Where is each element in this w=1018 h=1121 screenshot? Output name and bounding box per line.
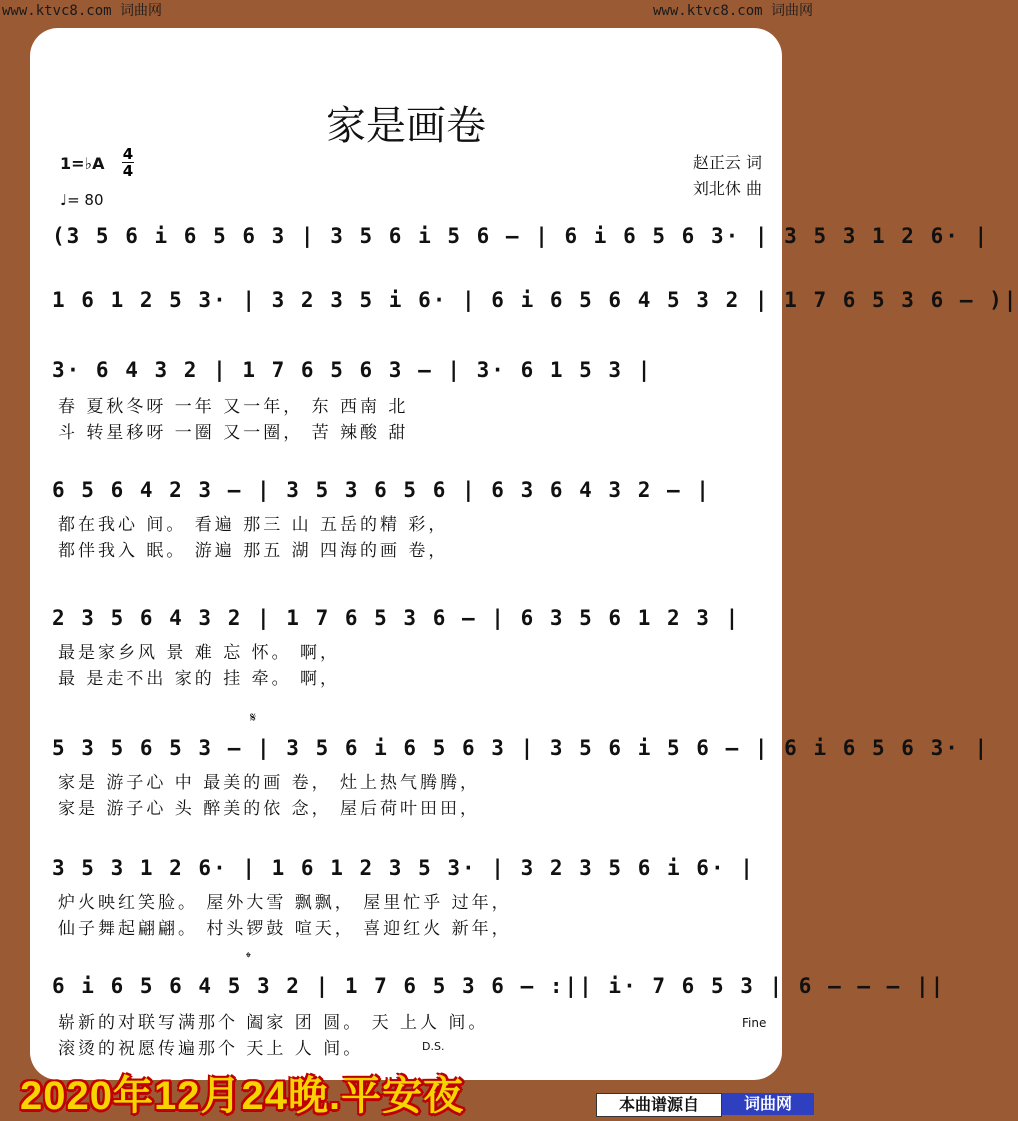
coda-sign: 𝄌: [246, 950, 251, 966]
notation-line: 5 3 5 6 5 3 – | 3 5 6 i 6 5 6 3 | 3 5 6 i 5 6 – | 6 i 6 5 6 3· |: [52, 736, 990, 760]
notation-line: 3· 6 4 3 2 | 1 7 6 5 6 3 – | 3· 6 1 5 3 |: [52, 358, 653, 382]
key-signature: 1=♭A: [60, 154, 105, 173]
notation-line: 6 i 6 5 6 4 5 3 2 | 1 7 6 5 3 6 – :|| i· 7 6 5 3 | 6 – – – ||: [52, 974, 946, 998]
segno-sign: 𝄋: [250, 710, 257, 726]
lyricist-credit: 赵正云 词: [692, 153, 762, 172]
date-banner: 2020年12月24晚.平安夜: [20, 1074, 465, 1118]
composer-credit: 刘北休 曲: [692, 179, 762, 198]
lyric-line-verse-2: 都伴我入 眠。 游遍 那五 湖 四海的画 卷，: [58, 541, 449, 561]
notation-line: 6 5 6 4 2 3 – | 3 5 3 6 5 6 | 6 3 6 4 3 2 – |: [52, 478, 711, 502]
watermark-right: www.ktvc8.com 词曲网: [652, 3, 813, 19]
lyric-line-verse-1: 炉火映红笑脸。 屋外大雪 飘飘， 屋里忙乎 过年，: [58, 893, 512, 913]
ds-marking: D.S.: [422, 1040, 445, 1053]
lyric-line-verse-1: 最是家乡风 景 难 忘 怀。 啊，: [58, 643, 341, 663]
meter-top: 4: [122, 145, 134, 163]
lyric-line-verse-2: 最 是走不出 家的 挂 牵。 啊，: [58, 669, 341, 689]
source-label: 本曲谱源自: [596, 1093, 722, 1117]
notation-line: 1 6 1 2 5 3· | 3 2 3 5 i 6· | 6 i 6 5 6 4 5 3 2 | 1 7 6 5 3 6 – )|: [52, 288, 1018, 312]
tempo-marking: ♩= 80: [60, 191, 104, 209]
lyric-line-verse-1: 家是 游子心 中 最美的画 卷， 灶上热气腾腾，: [58, 773, 481, 793]
notation-line: (3 5 6 i 6 5 6 3 | 3 5 6 i 5 6 – | 6 i 6 5 6 3· | 3 5 3 1 2 6· |: [52, 224, 990, 248]
meter-bottom: 4: [122, 162, 134, 180]
song-title: 家是画卷: [326, 103, 486, 149]
lyric-line-verse-1: 崭新的对联写满那个 阖家 团 圆。 天 上人 间。: [58, 1013, 489, 1033]
lyric-line-verse-1: 春 夏秋冬呀 一年 又一年， 东 西南 北: [58, 397, 409, 417]
lyric-line-verse-2: 斗 转星移呀 一圈 又一圈， 苦 辣酸 甜: [58, 423, 409, 443]
score-sheet: [30, 28, 1018, 1080]
time-signature: [122, 146, 134, 179]
lyric-line-verse-1: 都在我心 间。 看遍 那三 山 五岳的精 彩，: [58, 515, 449, 535]
watermark-left: www.ktvc8.com 词曲网: [2, 3, 163, 19]
brand-logo[interactable]: 词曲网: [722, 1093, 814, 1115]
fine-marking: Fine: [742, 1016, 767, 1030]
lyric-line-verse-2: 滚烫的祝愿传遍那个 天上 人 间。: [58, 1039, 364, 1059]
lyric-line-verse-2: 家是 游子心 头 醉美的依 念， 屋后荷叶田田，: [58, 799, 481, 819]
notation-line: 3 5 3 1 2 6· | 1 6 1 2 3 5 3· | 3 2 3 5 6 i 6· |: [52, 856, 755, 880]
lyric-line-verse-2: 仙子舞起翩翩。 村头锣鼓 喧天， 喜迎红火 新年，: [58, 919, 512, 939]
notation-line: 2 3 5 6 4 3 2 | 1 7 6 5 3 6 – | 6 3 5 6 1 2 3 |: [52, 606, 741, 630]
